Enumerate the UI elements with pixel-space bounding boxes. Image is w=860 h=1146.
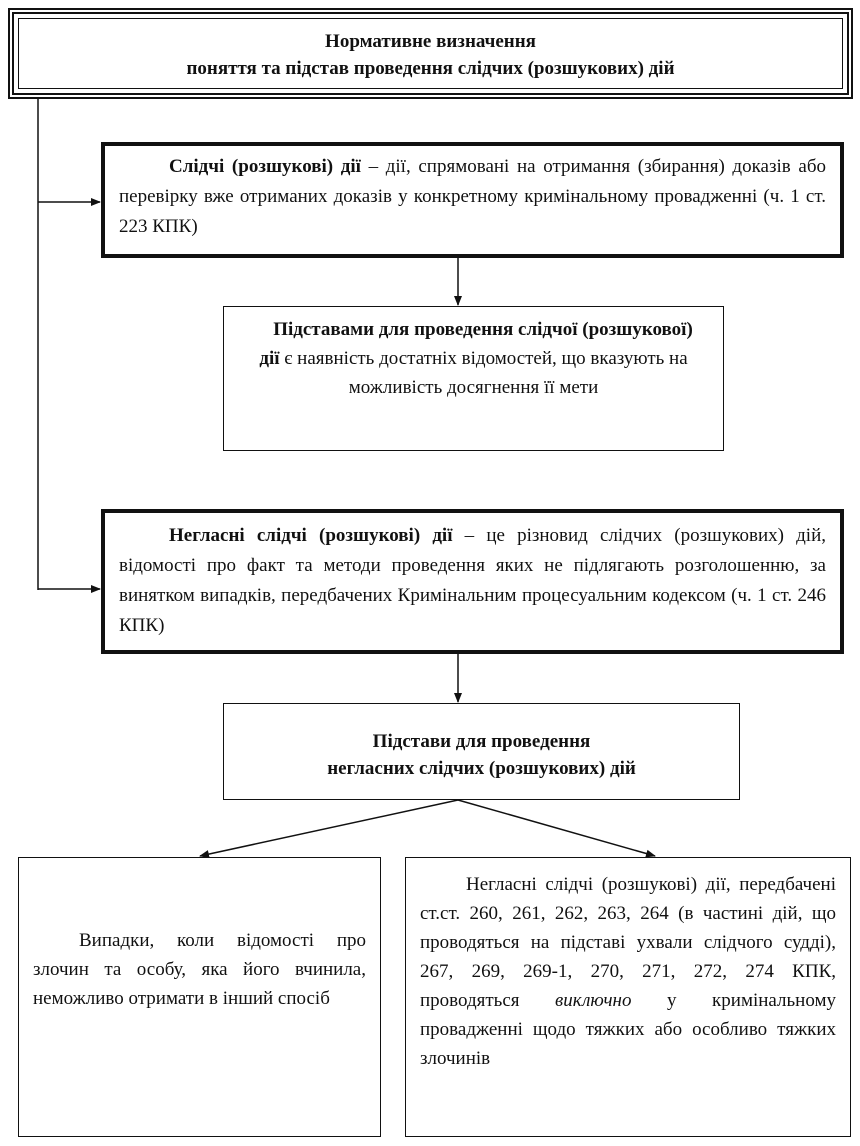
box4-line-1: Підстави для проведення bbox=[372, 731, 591, 752]
grave-crimes-only-box bbox=[405, 857, 851, 1137]
box6-emphasis: виключно bbox=[555, 990, 632, 1011]
arrow-box4-to-box6 bbox=[458, 800, 655, 856]
title-line-2: поняття та підстав проведення слідчих (розшукових) дій bbox=[186, 58, 675, 79]
box3-term: Негласні слідчі (розшукові) дії bbox=[169, 525, 453, 546]
covert-grounds-box bbox=[223, 703, 740, 800]
covert-actions-definition-box bbox=[101, 509, 844, 654]
box1-paragraph bbox=[119, 152, 826, 242]
box1-text: – дії, спрямовані на отримання (збирання) доказів або перевірку вже отриманих доказів у конкретному кримінальному провадженні (ч. 1 ст. 223 КПК) bbox=[119, 156, 826, 237]
box2-text: є наявність достатніх відомостей, що вказують на можливість досягнення її мети bbox=[279, 348, 688, 398]
box1-term: Слідчі (розшукові) дії bbox=[169, 156, 361, 177]
impossible-otherwise-box bbox=[18, 857, 381, 1137]
box4-text bbox=[224, 728, 739, 782]
title-box bbox=[8, 8, 853, 99]
arrow-box4-to-box5 bbox=[200, 800, 458, 856]
box2-term: Підставами для проведення слідчої (розшукової) дії bbox=[259, 319, 693, 369]
page-title bbox=[14, 28, 847, 82]
box3-paragraph bbox=[119, 521, 826, 641]
grounds-definition-box bbox=[223, 306, 724, 451]
title-line-1: Нормативне визначення bbox=[325, 31, 536, 52]
box3-text: – це різновид слідчих (розшукових) дій, відомості про факт та методи проведення яких не підлягають розголошенню, за винятком випадків, передбачених Кримінальним процесуальним кодексом (ч. 1 ст. 246 КПК) bbox=[119, 525, 826, 636]
box6-text-2: у кримінальному провадженні щодо тяжких або особливо тяжких злочинів bbox=[420, 990, 836, 1069]
box4-line-2: негласних слідчих (розшукових) дій bbox=[327, 758, 636, 779]
investigative-actions-definition-box bbox=[101, 142, 844, 258]
box6-text-1: Негласні слідчі (розшукові) дії, передбачені ст.ст. 260, 261, 262, 263, 264 (в частині дій, що проводяться на підставі ухвали слідчого судді), 267, 269, 269-1, 270, 271, 272, 274 КПК, проводяться bbox=[420, 874, 836, 1011]
box5-text: Випадки, коли відомості про злочин та особу, яка його вчинила, неможливо отримати в інший спосіб bbox=[33, 930, 366, 1009]
box2-paragraph bbox=[242, 315, 705, 402]
box6-paragraph bbox=[420, 870, 836, 1073]
